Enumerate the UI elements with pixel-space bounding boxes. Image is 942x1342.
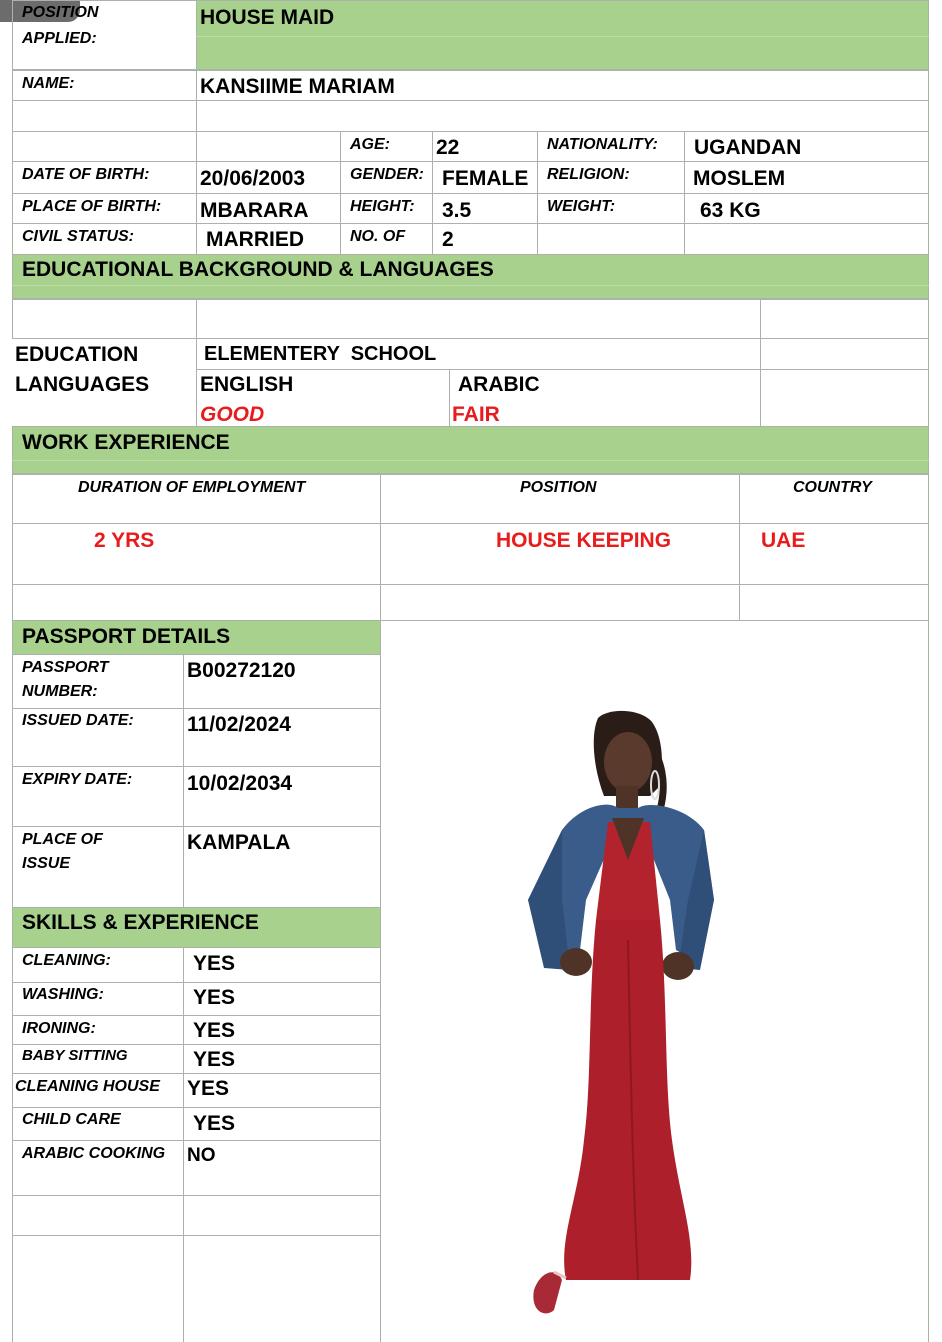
passport-line [12, 826, 381, 827]
work-header-country: COUNTRY [793, 479, 872, 496]
skills-line [12, 1015, 381, 1016]
spacer-row-left [12, 100, 197, 132]
work-empty-col3 [739, 584, 929, 621]
weight-label: WEIGHT: [547, 198, 616, 215]
work-header-position: POSITION [520, 479, 597, 496]
passport-line [12, 766, 381, 767]
skills-line [12, 1073, 381, 1074]
skills-line [12, 1195, 381, 1196]
passport-number-label-1: PASSPORT [22, 659, 109, 676]
work-row-col1 [12, 523, 381, 585]
dob-label: DATE OF BIRTH: [22, 166, 150, 183]
pob-label: PLACE OF BIRTH: [22, 198, 162, 215]
work-country: UAE [761, 529, 806, 552]
civil-status-label: CIVIL STATUS: [22, 228, 134, 245]
skills-line [12, 1044, 381, 1045]
place-of-issue-label-2: ISSUE [22, 855, 71, 872]
education-label: EDUCATION [15, 343, 139, 366]
issued-date: 11/02/2024 [187, 713, 291, 736]
grid-line [340, 131, 341, 254]
skill-child-care-label: CHILD CARE [22, 1111, 121, 1128]
grid-line [12, 131, 13, 254]
dob-value: 20/06/2003 [200, 167, 306, 190]
skill-cleaning-value: YES [193, 952, 236, 975]
height-label: HEIGHT: [350, 198, 415, 215]
issued-date-label: ISSUED DATE: [22, 712, 134, 729]
grid-line [684, 131, 685, 254]
language-english-level: GOOD [200, 403, 265, 426]
education-title: EDUCATIONAL BACKGROUND & LANGUAGES [22, 258, 494, 281]
nationality-label: NATIONALITY: [547, 136, 658, 153]
grid-line [196, 131, 197, 254]
work-position: HOUSE KEEPING [496, 529, 672, 552]
education-value: ELEMENTERY SCHOOL [204, 343, 437, 365]
candidate-photo [500, 700, 730, 1330]
skills-title: SKILLS & EXPERIENCE [22, 911, 259, 934]
work-header-duration: DURATION OF EMPLOYMENT [78, 479, 306, 496]
name-label: NAME: [22, 75, 75, 92]
place-of-issue: KAMPALA [187, 831, 291, 854]
skill-cleaning-house-value: YES [187, 1077, 230, 1100]
work-empty-col2 [380, 584, 740, 621]
skills-line [12, 1235, 381, 1236]
gender-value: FEMALE [442, 167, 529, 190]
passport-line [12, 655, 13, 907]
name-value: KANSIIME MARIAM [200, 75, 395, 98]
grid-line [12, 131, 929, 132]
position-value: HOUSE MAID [200, 6, 335, 29]
edu-line [760, 339, 761, 427]
skill-cleaning-label: CLEANING: [22, 952, 111, 969]
passport-line [183, 655, 184, 907]
skill-arabic-cooking-value: NO [187, 1145, 216, 1166]
skills-line [12, 1107, 381, 1108]
skill-child-care-value: YES [193, 1112, 236, 1135]
edu-line [196, 369, 929, 370]
edu-spacer-mid [196, 299, 761, 339]
height-value: 3.5 [442, 199, 472, 222]
edu-line [196, 339, 197, 427]
language-arabic: ARABIC [458, 373, 540, 396]
work-title: WORK EXPERIENCE [22, 431, 230, 454]
passport-title: PASSPORT DETAILS [22, 625, 231, 648]
pob-value: MBARARA [200, 199, 309, 222]
education-header-divider [12, 285, 929, 286]
religion-label: RELIGION: [547, 166, 630, 183]
skills-line [12, 948, 13, 1342]
passport-number: B00272120 [187, 659, 296, 682]
grid-line [12, 223, 929, 224]
language-english: ENGLISH [200, 373, 294, 396]
weight-value: 63 KG [700, 199, 761, 222]
skills-line [12, 982, 381, 983]
position-label-2: APPLIED: [22, 30, 97, 47]
languages-label: LANGUAGES [15, 373, 150, 396]
skill-arabic-cooking-label: ARABIC COOKING [22, 1145, 166, 1162]
passport-line [12, 708, 381, 709]
age-value: 22 [436, 136, 460, 159]
grid-line [12, 161, 929, 162]
grid-line [928, 131, 929, 254]
edu-spacer-right [760, 299, 929, 339]
age-label: AGE: [350, 136, 390, 153]
grid-line [432, 131, 433, 254]
passport-number-label-2: NUMBER: [22, 683, 98, 700]
skill-washing-label: WASHING: [22, 986, 104, 1003]
skills-line [12, 1140, 381, 1141]
place-of-issue-label-1: PLACE OF [22, 831, 103, 848]
work-duration: 2 YRS [94, 529, 155, 552]
children-value: 2 [442, 228, 454, 251]
skills-line [183, 948, 184, 1342]
edu-spacer-left [12, 299, 197, 339]
expiry-date-label: EXPIRY DATE: [22, 771, 133, 788]
skill-ironing-value: YES [193, 1019, 236, 1042]
children-label: NO. OF [350, 228, 406, 245]
position-divider [196, 36, 929, 37]
position-label-1: POSITION [22, 4, 99, 21]
skill-cleaning-house-label: CLEANING HOUSE [15, 1078, 160, 1095]
skill-ironing-label: IRONING: [22, 1020, 96, 1037]
grid-line [12, 193, 929, 194]
work-header-divider [12, 460, 929, 461]
work-empty-col1 [12, 584, 381, 621]
edu-line [449, 369, 450, 427]
civil-status-value: MARRIED [206, 228, 304, 251]
skill-washing-value: YES [193, 986, 236, 1009]
religion-value: MOSLEM [693, 167, 786, 190]
spacer-row-right [196, 100, 929, 132]
grid-line [537, 131, 538, 254]
nationality-value: UGANDAN [694, 136, 802, 159]
gender-label: GENDER: [350, 166, 424, 183]
edu-line [928, 339, 929, 427]
language-arabic-level: FAIR [452, 403, 500, 426]
skill-babysitting-value: YES [193, 1048, 236, 1071]
expiry-date: 10/02/2034 [187, 772, 293, 795]
skill-babysitting-label: BABY SITTING [22, 1047, 128, 1064]
